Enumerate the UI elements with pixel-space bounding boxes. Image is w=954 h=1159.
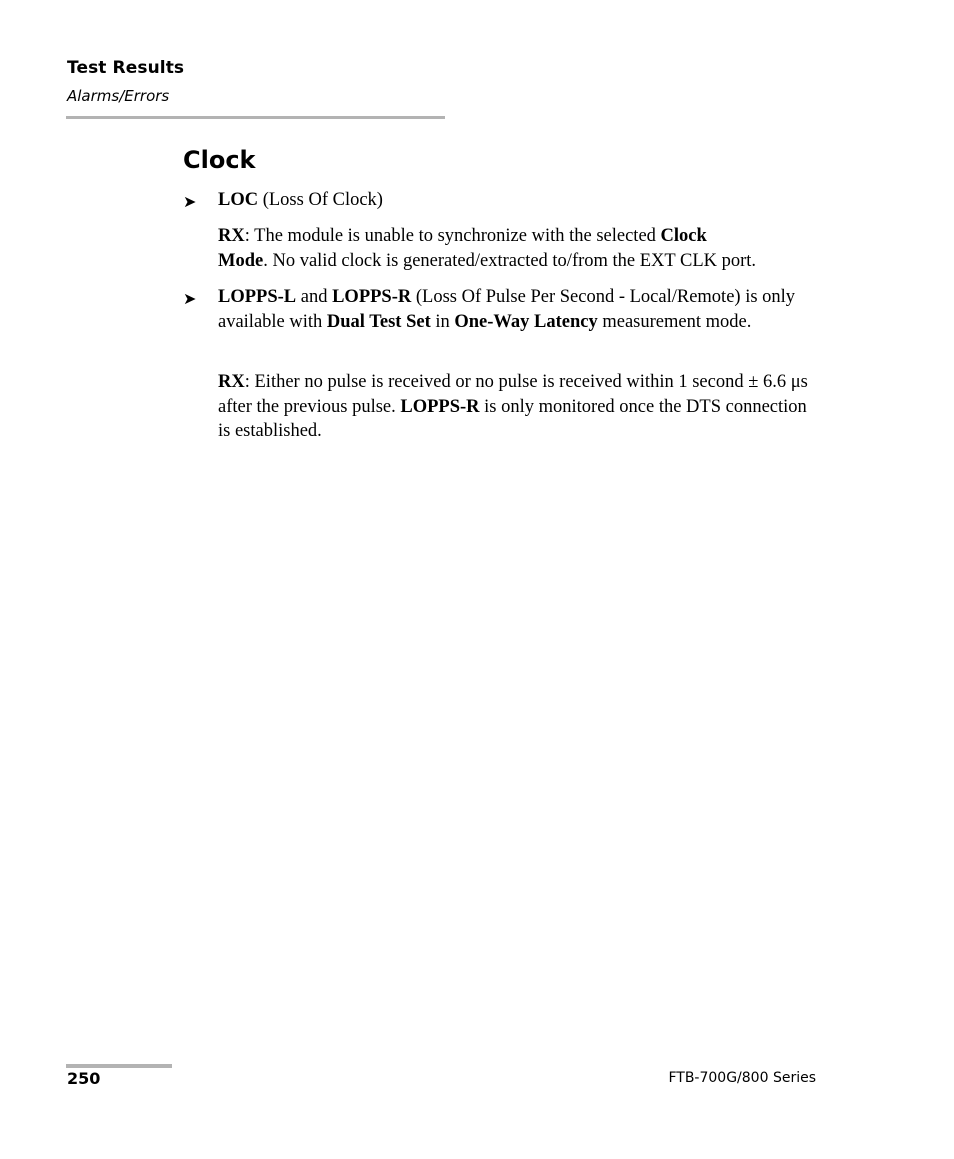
footer-divider <box>66 1064 172 1068</box>
rx-label: RX <box>218 372 245 392</box>
rx-text: . No valid clock is generated/extracted to/from the EXT CLK port. <box>263 250 757 271</box>
item-text: and <box>296 287 333 307</box>
bullet-arrow-icon: ➤ <box>183 291 197 308</box>
item-emphasis: One-Way Latency <box>454 311 598 332</box>
term-loc: LOC <box>218 190 259 210</box>
product-name: FTB-700G/800 Series <box>668 1070 816 1086</box>
rx-text: : Either no pulse is received or no pulse is received within 1 second ± 6.6 μs after the previous pulse. <box>218 372 808 417</box>
term-lopps-r: LOPPS-R <box>332 287 412 307</box>
rx-emphasis: Clock <box>660 226 707 246</box>
page-number: 250 <box>67 1069 101 1088</box>
item-loc-term <box>218 188 818 213</box>
item-lopps-description <box>218 285 818 334</box>
item-text: (Loss Of Pulse Per Second - Local/Remote) is only available with <box>218 287 796 332</box>
term-loc-expansion: (Loss Of Clock) <box>258 190 383 210</box>
rx-emphasis: LOPPS-R <box>400 396 480 417</box>
item-lopps-rx-description <box>218 370 818 444</box>
bullet-arrow-icon: ➤ <box>183 194 197 211</box>
section-title: Clock <box>183 146 256 174</box>
running-header-subtitle: Alarms/Errors <box>67 87 170 105</box>
term-lopps-l: LOPPS-L <box>218 287 297 307</box>
header-divider <box>66 116 445 119</box>
item-text: measurement mode. <box>597 311 752 332</box>
item-loc-rx-description <box>218 224 818 273</box>
running-header-title: Test Results <box>67 58 185 78</box>
rx-label: RX <box>218 226 245 246</box>
item-text: in <box>430 311 455 332</box>
rx-text: : The module is unable to synchronize with the selected <box>244 226 661 246</box>
rx-emphasis: Mode <box>218 250 264 271</box>
item-emphasis: Dual Test Set <box>326 311 431 332</box>
rx-text: is only monitored once the DTS connection is established. <box>218 396 807 441</box>
